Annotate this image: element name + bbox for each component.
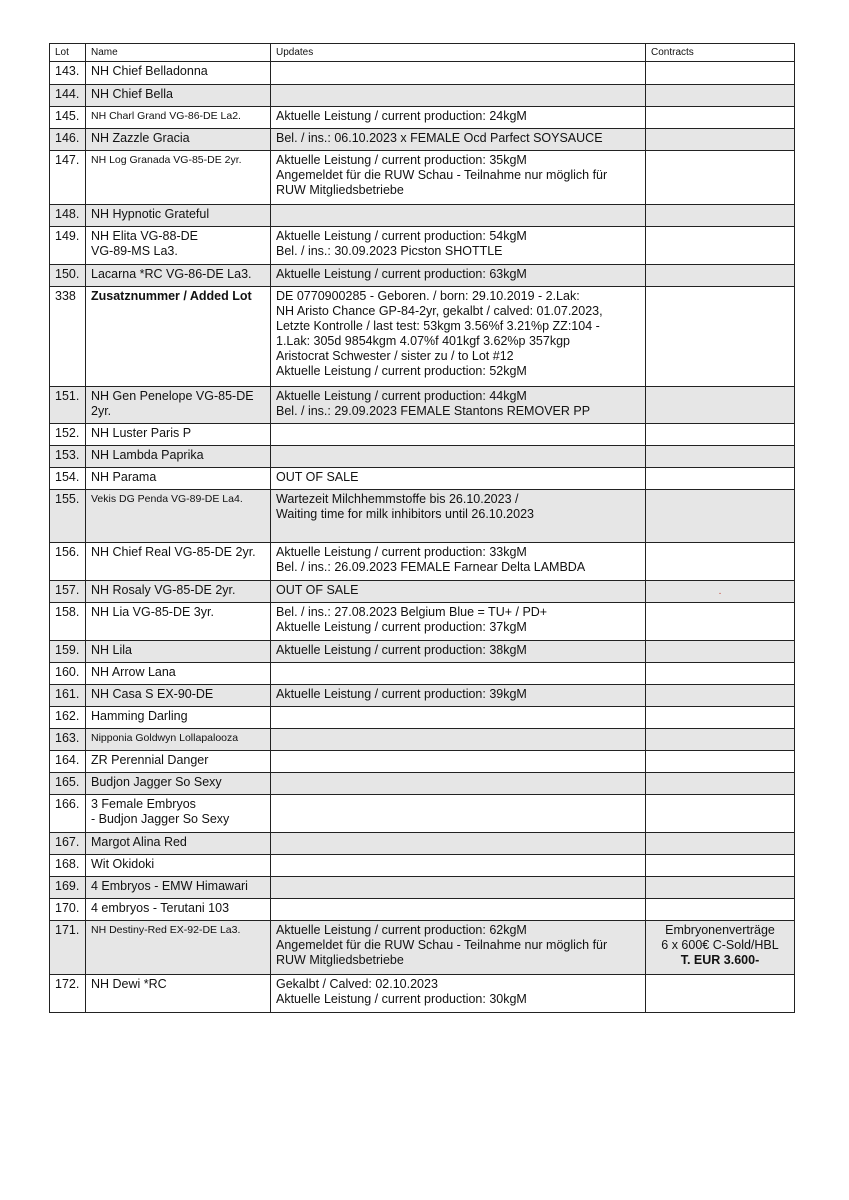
lot-contract bbox=[646, 129, 795, 151]
lot-name: NH Chief Real VG-85-DE 2yr. bbox=[86, 543, 271, 581]
lot-name: 4 Embryos - EMW Himawari bbox=[86, 877, 271, 899]
lot-name: Hamming Darling bbox=[86, 707, 271, 729]
lot-number: 151. bbox=[50, 387, 86, 424]
lot-contract bbox=[646, 227, 795, 265]
lot-number: 150. bbox=[50, 265, 86, 287]
lot-contract bbox=[646, 795, 795, 833]
lot-number: 160. bbox=[50, 663, 86, 685]
table-row bbox=[50, 424, 795, 446]
lot-contract bbox=[646, 729, 795, 751]
lot-name: Lacarna *RC VG-86-DE La3. bbox=[86, 265, 271, 287]
lot-name: NH Chief Bella bbox=[86, 85, 271, 107]
table-row bbox=[50, 387, 795, 424]
lot-number: 152. bbox=[50, 424, 86, 446]
lot-number: 164. bbox=[50, 751, 86, 773]
lot-name: NH Lia VG-85-DE 3yr. bbox=[86, 603, 271, 641]
lot-name: Zusatznummer / Added Lot bbox=[86, 287, 271, 387]
table-row bbox=[50, 707, 795, 729]
lot-contract bbox=[646, 921, 795, 975]
lot-contract bbox=[646, 899, 795, 921]
table-row bbox=[50, 129, 795, 151]
lot-update bbox=[271, 877, 646, 899]
lot-update: Bel. / ins.: 06.10.2023 x FEMALE Ocd Parfect SOYSAUCE bbox=[271, 129, 646, 151]
lot-update: Gekalbt / Calved: 02.10.2023 Aktuelle Leistung / current production: 30kgM bbox=[271, 975, 646, 1013]
table-row bbox=[50, 833, 795, 855]
lot-name: NH Luster Paris P bbox=[86, 424, 271, 446]
lot-number: 171. bbox=[50, 921, 86, 975]
lot-update: Aktuelle Leistung / current production: 24kgM bbox=[271, 107, 646, 129]
lot-contract bbox=[646, 975, 795, 1013]
lot-number: 158. bbox=[50, 603, 86, 641]
lot-number: 156. bbox=[50, 543, 86, 581]
lot-update: OUT OF SALE bbox=[271, 468, 646, 490]
lot-number: 172. bbox=[50, 975, 86, 1013]
lot-update: Aktuelle Leistung / current production: 63kgM bbox=[271, 265, 646, 287]
lot-name: NH Log Granada VG-85-DE 2yr. bbox=[86, 151, 271, 205]
lot-update: Aktuelle Leistung / current production: 38kgM bbox=[271, 641, 646, 663]
table-row bbox=[50, 855, 795, 877]
lot-number: 155. bbox=[50, 490, 86, 543]
lot-update bbox=[271, 446, 646, 468]
lot-update bbox=[271, 855, 646, 877]
lot-number: 157. bbox=[50, 581, 86, 603]
contract-text: Embryonenverträge 6 x 600€ C-Sold/HBL bbox=[661, 923, 779, 952]
contract-total: T. EUR 3.600- bbox=[680, 953, 760, 967]
lot-contract bbox=[646, 468, 795, 490]
lots-body bbox=[50, 62, 795, 1013]
table-row bbox=[50, 685, 795, 707]
lot-number: 145. bbox=[50, 107, 86, 129]
lot-number: 148. bbox=[50, 205, 86, 227]
lot-name: Nipponia Goldwyn Lollapalooza bbox=[86, 729, 271, 751]
lot-update: Aktuelle Leistung / current production: 35kgM Angemeldet für die RUW Schau - Teilnahme nur möglich für RUW Mitgliedsbetriebe bbox=[271, 151, 646, 205]
lot-contract bbox=[646, 85, 795, 107]
lot-contract bbox=[646, 685, 795, 707]
lot-name: NH Zazzle Gracia bbox=[86, 129, 271, 151]
header-name: Name bbox=[86, 44, 271, 62]
table-row bbox=[50, 468, 795, 490]
lot-name: NH Casa S EX-90-DE bbox=[86, 685, 271, 707]
lot-update bbox=[271, 773, 646, 795]
lot-contract bbox=[646, 751, 795, 773]
lot-number: 168. bbox=[50, 855, 86, 877]
lot-update: Wartezeit Milchhemmstoffe bis 26.10.2023 / Waiting time for milk inhibitors until 26.10.2023 bbox=[271, 490, 646, 543]
lot-contract bbox=[646, 205, 795, 227]
lot-update bbox=[271, 424, 646, 446]
lot-name: NH Dewi *RC bbox=[86, 975, 271, 1013]
lot-contract bbox=[646, 62, 795, 85]
lot-contract bbox=[646, 707, 795, 729]
table-row bbox=[50, 205, 795, 227]
table-row bbox=[50, 490, 795, 543]
table-row bbox=[50, 287, 795, 387]
lots-table bbox=[49, 43, 795, 1013]
table-row bbox=[50, 265, 795, 287]
lot-contract bbox=[646, 490, 795, 543]
lot-name: NH Charl Grand VG-86-DE La2. bbox=[86, 107, 271, 129]
lot-name: 4 embryos - Terutani 103 bbox=[86, 899, 271, 921]
lot-number: 153. bbox=[50, 446, 86, 468]
lot-number: 166. bbox=[50, 795, 86, 833]
lot-contract bbox=[646, 107, 795, 129]
lot-update: Aktuelle Leistung / current production: 33kgM Bel. / ins.: 26.09.2023 FEMALE Farnear Delta LAMBDA bbox=[271, 543, 646, 581]
lot-number: 338 bbox=[50, 287, 86, 387]
lot-number: 159. bbox=[50, 641, 86, 663]
lot-number: 161. bbox=[50, 685, 86, 707]
lot-name: NH Elita VG-88-DE VG-89-MS La3. bbox=[86, 227, 271, 265]
lot-update bbox=[271, 729, 646, 751]
lot-contract bbox=[646, 287, 795, 387]
lot-contract bbox=[646, 855, 795, 877]
table-row bbox=[50, 899, 795, 921]
lot-number: 163. bbox=[50, 729, 86, 751]
lot-update bbox=[271, 795, 646, 833]
header-row bbox=[50, 44, 795, 62]
header-lot: Lot bbox=[50, 44, 86, 62]
table-row bbox=[50, 581, 795, 603]
table-row bbox=[50, 107, 795, 129]
table-row bbox=[50, 603, 795, 641]
lot-update bbox=[271, 899, 646, 921]
table-row bbox=[50, 663, 795, 685]
lot-contract bbox=[646, 603, 795, 641]
lot-update bbox=[271, 663, 646, 685]
table-row bbox=[50, 85, 795, 107]
lot-number: 146. bbox=[50, 129, 86, 151]
lot-name: Margot Alina Red bbox=[86, 833, 271, 855]
lot-name: NH Parama bbox=[86, 468, 271, 490]
lot-number: 149. bbox=[50, 227, 86, 265]
lot-update bbox=[271, 833, 646, 855]
lot-contract bbox=[646, 424, 795, 446]
table-row bbox=[50, 729, 795, 751]
lot-number: 143. bbox=[50, 62, 86, 85]
lot-update: Aktuelle Leistung / current production: 39kgM bbox=[271, 685, 646, 707]
lot-name: Budjon Jagger So Sexy bbox=[86, 773, 271, 795]
lot-name: NH Hypnotic Grateful bbox=[86, 205, 271, 227]
lot-name: Vekis DG Penda VG-89-DE La4. bbox=[86, 490, 271, 543]
lot-contract bbox=[646, 387, 795, 424]
lot-number: 144. bbox=[50, 85, 86, 107]
lot-name: NH Gen Penelope VG-85-DE 2yr. bbox=[86, 387, 271, 424]
lot-name: NH Arrow Lana bbox=[86, 663, 271, 685]
lot-contract bbox=[646, 581, 795, 603]
contract-text: . bbox=[718, 586, 722, 597]
lot-name: NH Chief Belladonna bbox=[86, 62, 271, 85]
lot-name: NH Destiny-Red EX-92-DE La3. bbox=[86, 921, 271, 975]
lot-contract bbox=[646, 877, 795, 899]
lot-name: Wit Okidoki bbox=[86, 855, 271, 877]
lot-update: DE 0770900285 - Geboren. / born: 29.10.2019 - 2.Lak: NH Aristo Chance GP-84-2yr, gekalbt / calved: 01.07.2023, Letzte Kontrolle / last test: 53kgm 3.56%f 3.21%p ZZ:104 - 1.Lak: 305d 9854kgm 4.07%f 401kgf 3.62%p 357kgp Aristocrat Schwester / sister zu / to Lot #12 Aktuelle Leistung / current production: 52kgM bbox=[271, 287, 646, 387]
lot-update: Aktuelle Leistung / current production: 62kgM Angemeldet für die RUW Schau - Teilnahme nur möglich für RUW Mitgliedsbetriebe bbox=[271, 921, 646, 975]
table-row bbox=[50, 751, 795, 773]
lot-contract bbox=[646, 833, 795, 855]
lot-update bbox=[271, 85, 646, 107]
lot-contract bbox=[646, 773, 795, 795]
table-row bbox=[50, 151, 795, 205]
lot-contract bbox=[646, 265, 795, 287]
lot-contract bbox=[646, 151, 795, 205]
header-contracts: Contracts bbox=[646, 44, 795, 62]
lot-number: 154. bbox=[50, 468, 86, 490]
lot-name: NH Rosaly VG-85-DE 2yr. bbox=[86, 581, 271, 603]
lot-number: 165. bbox=[50, 773, 86, 795]
lot-update: Aktuelle Leistung / current production: 54kgM Bel. / ins.: 30.09.2023 Picston SHOTTLE bbox=[271, 227, 646, 265]
lot-number: 147. bbox=[50, 151, 86, 205]
header-updates: Updates bbox=[271, 44, 646, 62]
lot-update: Aktuelle Leistung / current production: 44kgM Bel. / ins.: 29.09.2023 FEMALE Stantons REMOVER PP bbox=[271, 387, 646, 424]
lot-contract bbox=[646, 641, 795, 663]
table-row bbox=[50, 641, 795, 663]
lot-update bbox=[271, 205, 646, 227]
table-row bbox=[50, 975, 795, 1013]
lot-number: 167. bbox=[50, 833, 86, 855]
lot-update: OUT OF SALE bbox=[271, 581, 646, 603]
lot-contract bbox=[646, 663, 795, 685]
table-row bbox=[50, 543, 795, 581]
lot-name: NH Lila bbox=[86, 641, 271, 663]
lot-number: 169. bbox=[50, 877, 86, 899]
lot-name: ZR Perennial Danger bbox=[86, 751, 271, 773]
table-row bbox=[50, 227, 795, 265]
lot-update bbox=[271, 707, 646, 729]
table-row bbox=[50, 446, 795, 468]
table-row bbox=[50, 795, 795, 833]
lot-name: 3 Female Embryos - Budjon Jagger So Sexy bbox=[86, 795, 271, 833]
table-row bbox=[50, 773, 795, 795]
lot-name: NH Lambda Paprika bbox=[86, 446, 271, 468]
lot-update bbox=[271, 62, 646, 85]
lot-update: Bel. / ins.: 27.08.2023 Belgium Blue = TU+ / PD+ Aktuelle Leistung / current production: 37kgM bbox=[271, 603, 646, 641]
lot-number: 170. bbox=[50, 899, 86, 921]
table-row bbox=[50, 921, 795, 975]
table-row bbox=[50, 62, 795, 85]
lot-number: 162. bbox=[50, 707, 86, 729]
lot-contract bbox=[646, 446, 795, 468]
lot-contract bbox=[646, 543, 795, 581]
lot-update bbox=[271, 751, 646, 773]
table-row bbox=[50, 877, 795, 899]
